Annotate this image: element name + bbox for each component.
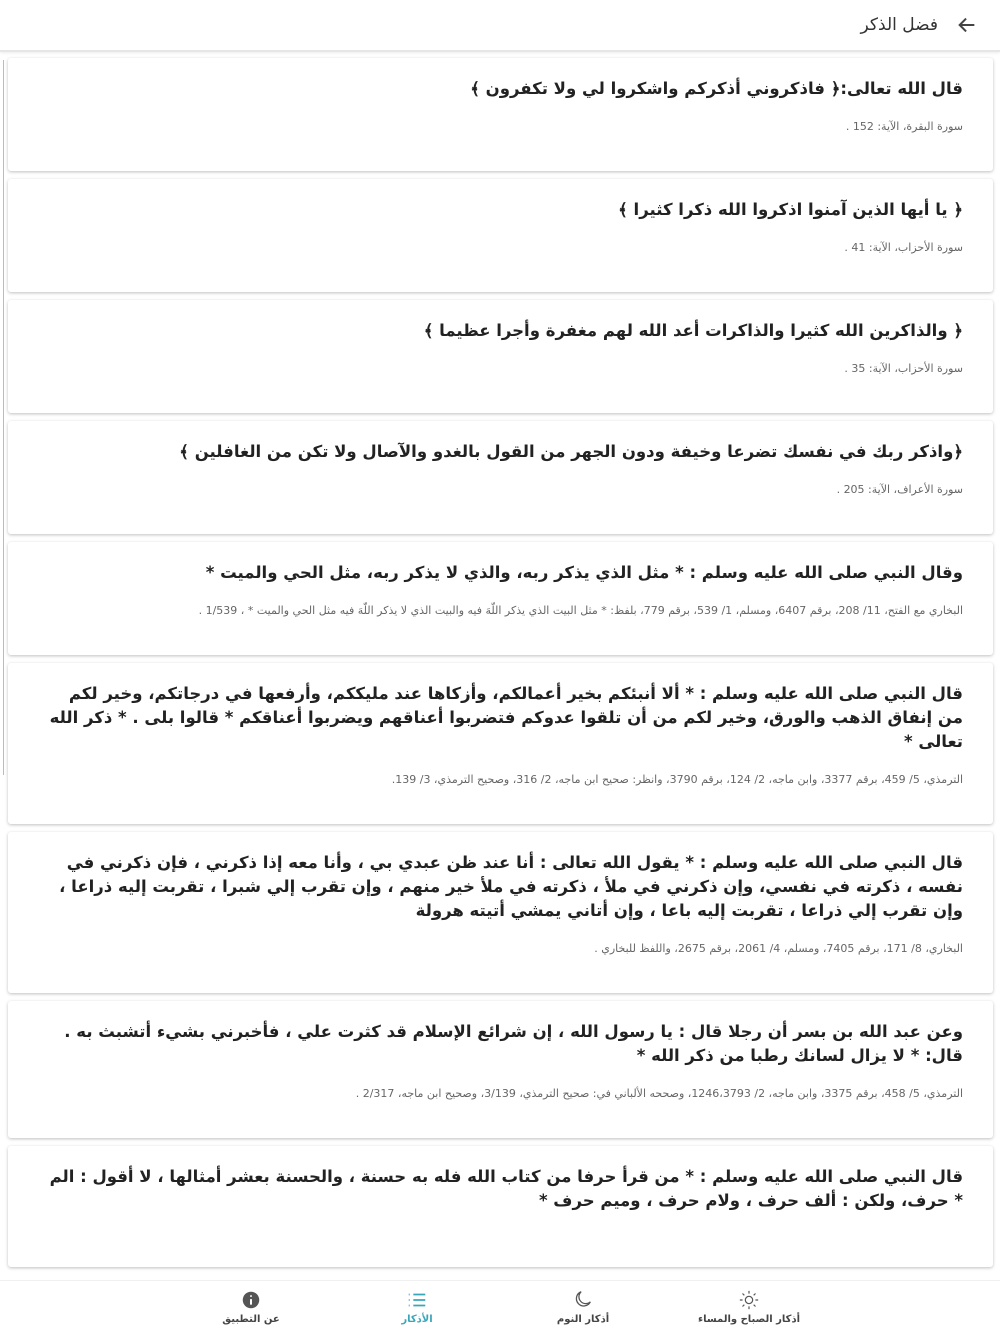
dhikr-source: البخاري مع الفتح، 11/ 208، برقم 6407، ومسلم، 1/ 539، برقم 779، بلفظ: * مثل البيت الذي يذكر اللّهَ فيه والبيت الذي لا يذكر اللّهَ فيه مثل الحي والميت * ، 1/539 . — [198, 604, 963, 617]
dhikr-source: الترمذي، 5/ 459، برقم 3377، وابن ماجه، 2/ 124، برقم 3790، وانظر: صحيح ابن ماجه، 2/ 316، وصحيح الترمذي، 3/ 139. — [391, 773, 963, 786]
list-icon — [406, 1289, 428, 1311]
dhikr-source: سورة الأحزاب، الآية: 35 . — [844, 362, 963, 375]
dhikr-card — [8, 421, 993, 534]
dhikr-text: قال النبي صلى الله عليه وسلم : * يقول الله تعالى : أنا عند ظن عبدي بي ، وأنا معه إذا ذكرني ، فإن ذكرني في نفسه ، ذكرته في نفسي، وإن ذكرني في ملأ ، ذكرته في ملأ خير منهم ، وإن تقرب إلي شبرا ، تقربت إليه ذراعا ، وإن تقرب إلي ذراعا ، تقربت إليه باعا ، وإن أتاني يمشي أتيته هرولة — [59, 853, 963, 920]
dhikr-card — [8, 832, 993, 993]
dhikr-card — [8, 179, 993, 292]
moon-icon — [572, 1289, 594, 1311]
dhikr-text: ﴿واذكر ربك في نفسك تضرعا وخيفة ودون الجهر من القول بالغدو والآصال ولا تكن من الغافلين ﴾ — [179, 442, 963, 461]
nav-about[interactable] — [168, 1281, 334, 1334]
dhikr-card — [8, 58, 993, 171]
dhikr-text: قال الله تعالى:﴿ فاذكروني أذكركم واشكروا لي ولا تكفرون ﴾ — [470, 79, 963, 98]
nav-label: أذكار الصباح والمساء — [697, 1314, 801, 1325]
dhikr-card — [8, 663, 993, 824]
dhikr-card — [8, 1001, 993, 1138]
sun-icon — [738, 1289, 760, 1311]
nav-label: عن التطبيق — [222, 1314, 280, 1325]
scrollbar[interactable] — [3, 60, 4, 775]
dhikr-source: سورة الأحزاب، الآية: 41 . — [844, 241, 963, 254]
dhikr-text: ﴿ يا أيها الذين آمنوا اذكروا الله ذكرا كثيرا ﴾ — [618, 200, 963, 219]
dhikr-card — [8, 1146, 993, 1267]
back-button[interactable] — [952, 10, 982, 40]
dhikr-text: وعن عبد الله بن بسر أن رجلا قال : يا رسول الله ، إن شرائع الإسلام قد كثرت علي ، فأخبرني بشيء أتشبث به . قال: * لا يزال لسانك رطبا من ذكر الله * — [64, 1022, 963, 1065]
nav-label: الأذكار — [401, 1314, 433, 1325]
dhikr-card — [8, 542, 993, 655]
dhikr-text: قال النبي صلى الله عليه وسلم : * من قرأ حرفا من كتاب الله فله به حسنة ، والحسنة بعشر أمثالها ، لا أقول : الم * حرف، ولكن : ألف حرف ، ولام حرف ، وميم حرف * — [49, 1167, 963, 1210]
dhikr-text: وقال النبي صلى الله عليه وسلم : * مثل الذي يذكر ربه، والذي لا يذكر ربه، مثل الحي والميت * — [205, 563, 963, 582]
bottom-nav — [0, 1280, 1000, 1334]
app-header — [0, 0, 1000, 52]
dhikr-text: قال النبي صلى الله عليه وسلم : * ألا أنبئكم بخير أعمالكم، وأزكاها عند مليككم، وأرفعها في درجاتكم، وخير لكم من إنفاق الذهب والورق، وخير لكم من أن تلقوا عدوكم فتضربوا أعناقهم ويضربوا أعناقكم * قالوا بلى . * ذكر الله تعالى * — [49, 684, 963, 751]
dhikr-source: الترمذي، 5/ 458، برقم 3375، وابن ماجه، 2/ 1246،3793، وصححه الألباني في: صحيح الترمذي، 3/139، وصحيح ابن ماجه، 2/317 . — [355, 1087, 963, 1100]
nav-label: أذكار النوم — [556, 1314, 610, 1325]
info-icon — [240, 1289, 262, 1311]
dhikr-list — [8, 58, 993, 1210]
dhikr-text: ﴿ والذاكرين الله كثيرا والذاكرات أعد الله لهم مغفرة وأجرا عظيما ﴾ — [423, 321, 963, 340]
dhikr-source: البخاري، 8/ 171، برقم 7405، ومسلم، 4/ 2061، برقم 2675، واللفظ للبخاري . — [594, 942, 963, 955]
dhikr-source: سورة البقرة، الآية: 152 . — [845, 120, 963, 133]
dhikr-source: سورة الأعراف، الآية: 205 . — [836, 483, 963, 496]
nav-adhkar[interactable] — [334, 1281, 500, 1334]
dhikr-card — [8, 300, 993, 413]
nav-morning-evening[interactable] — [666, 1281, 832, 1334]
arrow-left-icon — [956, 14, 978, 36]
page-title: فضل الذكر — [860, 15, 938, 35]
nav-sleep[interactable] — [500, 1281, 666, 1334]
